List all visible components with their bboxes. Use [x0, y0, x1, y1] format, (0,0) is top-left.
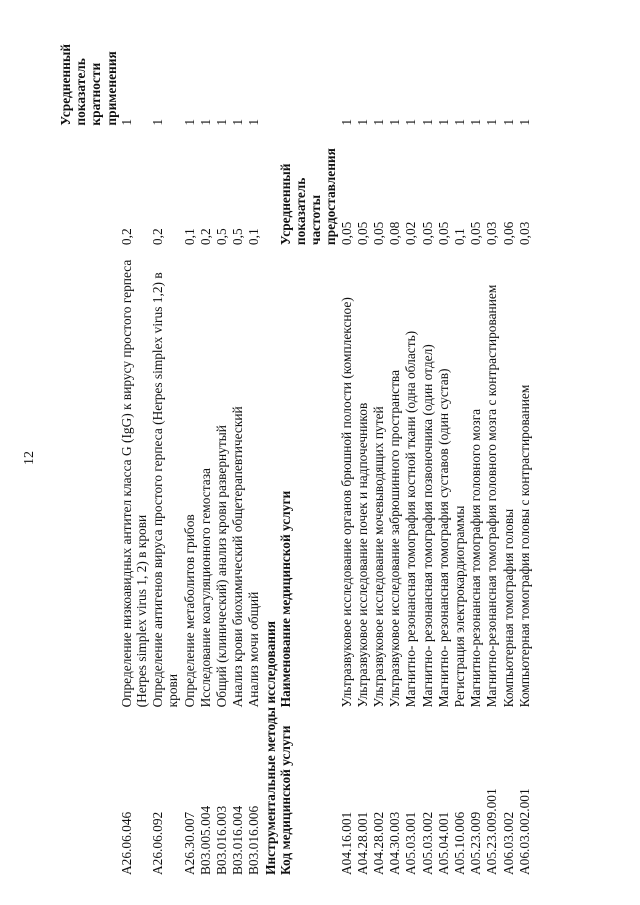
top-header-name	[58, 245, 119, 707]
multiplicity-value: 1	[181, 118, 197, 126]
page-number: 12	[22, 451, 37, 465]
service-name: Общий (клинический) анализ крови развернутый	[214, 425, 230, 708]
table-row	[371, 25, 387, 875]
top-header-freq	[58, 126, 119, 246]
multiplicity-value: 1	[484, 118, 500, 126]
top-header-row	[58, 25, 119, 875]
frequency-value: 0,08	[387, 221, 403, 246]
multiplicity-value: 1	[419, 118, 435, 126]
header-code: Код медицинской услуги	[277, 725, 293, 875]
frequency-value: 0,5	[230, 228, 246, 246]
service-name: Компьютерная томография головы с контрастированием	[516, 384, 532, 708]
service-name: Магнитно-резонансная томография головного мозга	[468, 408, 484, 708]
frequency-value: 0,05	[419, 221, 435, 246]
table-row	[150, 25, 181, 875]
table-row	[452, 25, 468, 875]
frequency-value: 0,05	[338, 221, 354, 246]
table-row	[517, 25, 533, 875]
service-name: Определение низкоавидных антител класса G (IgG) к вирусу простого герпеса (Herpes simplex virus 1, 2) в крови	[118, 259, 150, 708]
service-code: A05.23.009	[468, 811, 484, 875]
frequency-value: 0,1	[452, 228, 468, 246]
service-name: Анализ крови биохимический общетерапевтический	[230, 406, 246, 708]
frequency-value: 0,2	[150, 228, 166, 246]
service-code: A05.10.006	[452, 811, 468, 875]
frequency-value: 0,02	[403, 221, 419, 246]
table-row	[387, 25, 403, 875]
service-name: Ультразвуковое исследование почек и надпочечников	[354, 402, 370, 708]
section-row	[263, 25, 278, 875]
service-name: Регистрация электрокардиограммы	[452, 505, 468, 708]
service-name: Исследование коагуляционного гемостаза	[197, 468, 213, 708]
table-row	[420, 25, 436, 875]
multiplicity-value: 1	[150, 118, 166, 126]
frequency-value: 0,1	[246, 228, 262, 246]
frequency-value: 0,5	[214, 228, 230, 246]
service-code: A26.06.092	[150, 811, 166, 875]
table-row	[339, 25, 355, 875]
services-table-body	[58, 25, 533, 875]
frequency-value: 0,03	[516, 221, 532, 246]
table-row	[436, 25, 452, 875]
service-name: Магнитно- резонансная томография позвоночника (один отдел)	[419, 344, 435, 708]
service-name: Ультразвуковое исследование забрюшинного пространства	[387, 369, 403, 708]
header-mult	[278, 25, 339, 126]
table-row	[198, 25, 214, 875]
service-code: B03.016.006	[246, 805, 262, 875]
frequency-value: 0,06	[500, 221, 516, 246]
table-row	[182, 25, 198, 875]
service-code: A26.30.007	[181, 811, 197, 875]
multiplicity-value: 1	[371, 118, 387, 126]
service-code: A05.03.001	[403, 811, 419, 875]
frequency-value: 0,05	[468, 221, 484, 246]
frequency-value: 0,05	[354, 221, 370, 246]
service-code: B03.005.004	[197, 805, 213, 875]
frequency-value: 0,05	[371, 221, 387, 246]
frequency-value: 0,2	[197, 228, 213, 246]
service-name: Компьютерная томография головы	[500, 508, 516, 708]
services-table	[58, 25, 533, 875]
service-code: A05.04.001	[435, 811, 451, 875]
table-row	[230, 25, 246, 875]
table-row	[119, 25, 150, 875]
service-name: Магнитно- резонансная томография костной ткани (одна область)	[403, 330, 419, 708]
multiplicity-value: 1	[452, 118, 468, 126]
multiplicity-value: 1	[197, 118, 213, 126]
service-name: Магнитно- резонансная томография суставов (один сустав)	[435, 368, 451, 708]
header-freq: Усредненный показатель частоты предоставления	[277, 148, 339, 246]
frequency-value: 0,05	[435, 221, 451, 246]
multiplicity-value: 1	[516, 118, 532, 126]
service-name: Определение метаболитов грибов	[181, 514, 197, 708]
table-row	[468, 25, 484, 875]
service-code: B03.016.004	[230, 805, 246, 875]
service-name: Магнитно-резонансная томография головного мозга с контрастированием	[484, 284, 500, 708]
multiplicity-value: 1	[435, 118, 451, 126]
multiplicity-value: 1	[230, 118, 246, 126]
table-header-row	[278, 25, 339, 875]
table-row	[501, 25, 517, 875]
service-code: A04.30.003	[387, 811, 403, 875]
multiplicity-value: 1	[468, 118, 484, 126]
service-name: Ультразвуковое исследование органов брюшной полости (комплексное)	[338, 297, 354, 708]
service-code: A26.06.046	[118, 811, 134, 875]
multiplicity-value: 1	[500, 118, 516, 126]
service-code: A04.28.002	[371, 811, 387, 875]
multiplicity-value: 1	[338, 118, 354, 126]
frequency-value: 0,1	[181, 228, 197, 246]
top-header-mult: Усредненный показатель кратности применения	[58, 44, 119, 126]
multiplicity-value: 1	[118, 118, 134, 126]
table-row	[246, 25, 262, 875]
multiplicity-value: 1	[214, 118, 230, 126]
table-row	[484, 25, 500, 875]
service-code: A06.03.002.001	[516, 788, 532, 875]
table-row	[403, 25, 419, 875]
service-code: B03.016.003	[214, 805, 230, 875]
section-title: Инструментальные методы исследования	[262, 621, 278, 875]
service-code: A05.23.009.001	[484, 788, 500, 875]
top-header-code	[58, 707, 119, 875]
table-row	[214, 25, 230, 875]
multiplicity-value: 1	[354, 118, 370, 126]
service-name: Анализ мочи общий	[246, 591, 262, 708]
service-code: A04.28.001	[354, 811, 370, 875]
service-name: Ультразвуковое исследование мочевыводящих путей	[371, 406, 387, 708]
table-row	[355, 25, 371, 875]
service-code: A06.03.002	[500, 811, 516, 875]
multiplicity-value: 1	[246, 118, 262, 126]
service-code: A05.03.002	[419, 811, 435, 875]
service-name: Определение антигенов вируса простого герпеса (Herpes simplex virus 1,2) в крови	[150, 272, 181, 708]
multiplicity-value: 1	[387, 118, 403, 126]
header-name: Наименование медицинской услуги	[277, 490, 293, 708]
frequency-value: 0,2	[118, 228, 134, 246]
multiplicity-value: 1	[403, 118, 419, 126]
service-code: A04.16.001	[338, 811, 354, 875]
frequency-value: 0,03	[484, 221, 500, 246]
